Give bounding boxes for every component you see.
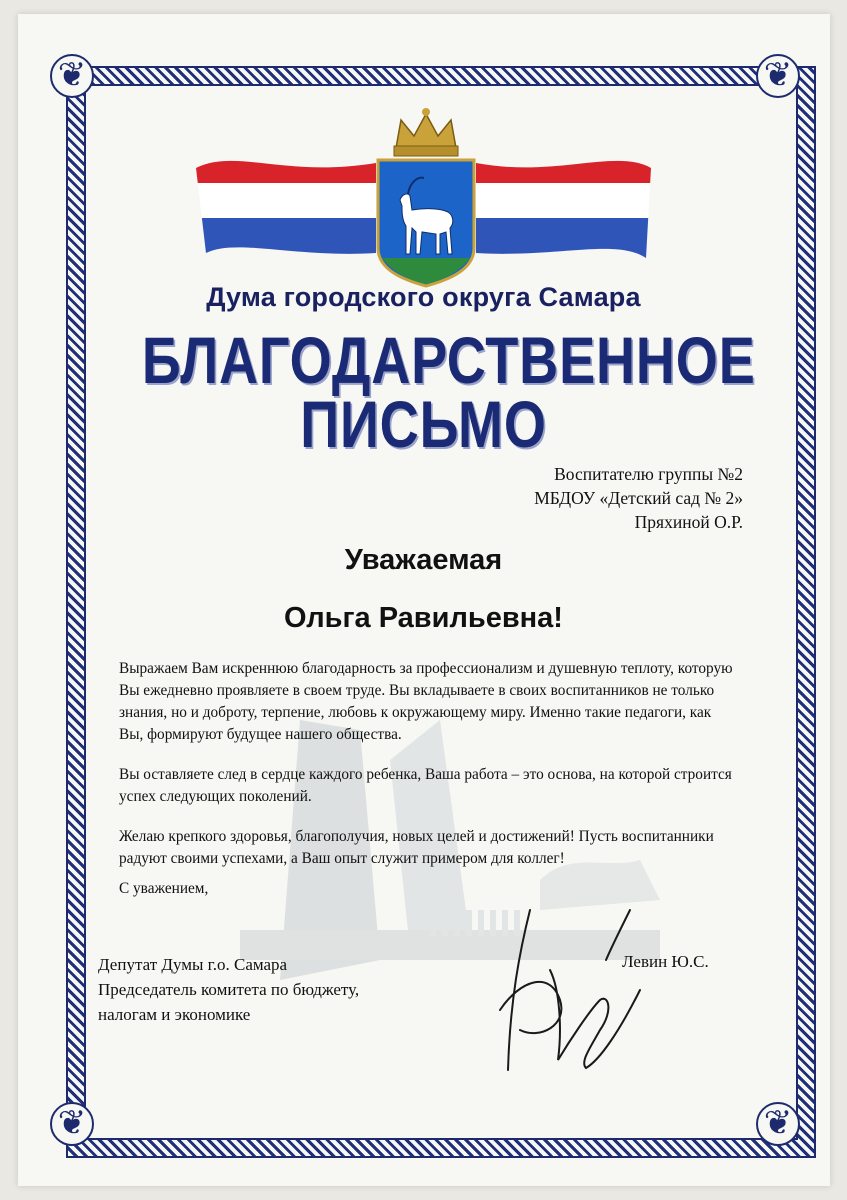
corner-ornament-icon: ❦ — [50, 1102, 94, 1146]
flag-ribbon-left — [196, 148, 376, 258]
signer-line: Депутат Думы г.о. Самара — [98, 955, 288, 974]
signer-name: Левин Ю.С. — [622, 952, 709, 971]
recipient-block — [534, 462, 743, 534]
signer-position — [98, 952, 359, 1027]
samara-emblem — [196, 108, 656, 288]
recipient-line: МБДОУ «Детский сад № 2» — [534, 488, 743, 508]
document-title-line2: ПИСЬМО — [300, 387, 547, 461]
recipient-line: Воспитателю группы №2 — [554, 464, 743, 484]
body-paragraph: Выражаем Вам искреннюю благодарность за профессионализм и душевную теплоту, которую Вы ежедневно проявляете в своем труде. Вы вкладываете в своих воспитанников не только знания, но и доброту, терпение, любовь к окружающему миру. Именно такие педагоги, как Вы, формируют будущее нашего общества. — [119, 660, 733, 743]
handwritten-signature — [490, 890, 660, 1090]
salutation: Уважаемая — [344, 544, 503, 576]
corner-ornament-icon: ❦ — [756, 1102, 800, 1146]
corner-ornament-icon: ❦ — [50, 54, 94, 98]
closing: С уважением, — [119, 880, 209, 897]
recipient-line: Пряхиной О.Р. — [634, 512, 743, 532]
signer-line: налогам и экономике — [98, 1005, 251, 1024]
crown-icon — [394, 108, 458, 156]
body-paragraph: Желаю крепкого здоровья, благополучия, новых целей и достижений! Пусть воспитанники радуют своими успехами, а Ваш опыт служит примером для коллег! — [119, 828, 714, 867]
signer-line: Председатель комитета по бюджету, — [98, 980, 360, 999]
letter-body — [119, 658, 733, 888]
body-paragraph: Вы оставляете след в сердце каждого ребенка, Ваша работа – это основа, на которой строится успех следующих поколений. — [119, 766, 732, 805]
addressee-name: Ольга Равильевна! — [284, 602, 563, 634]
organization-name: Дума городского округа Самара — [206, 282, 641, 312]
document-title-line1: БЛАГОДАРСТВЕННОЕ — [141, 323, 756, 397]
corner-ornament-icon: ❦ — [756, 54, 800, 98]
flag-ribbon-right — [476, 148, 656, 258]
coat-of-arms-icon — [378, 160, 474, 286]
